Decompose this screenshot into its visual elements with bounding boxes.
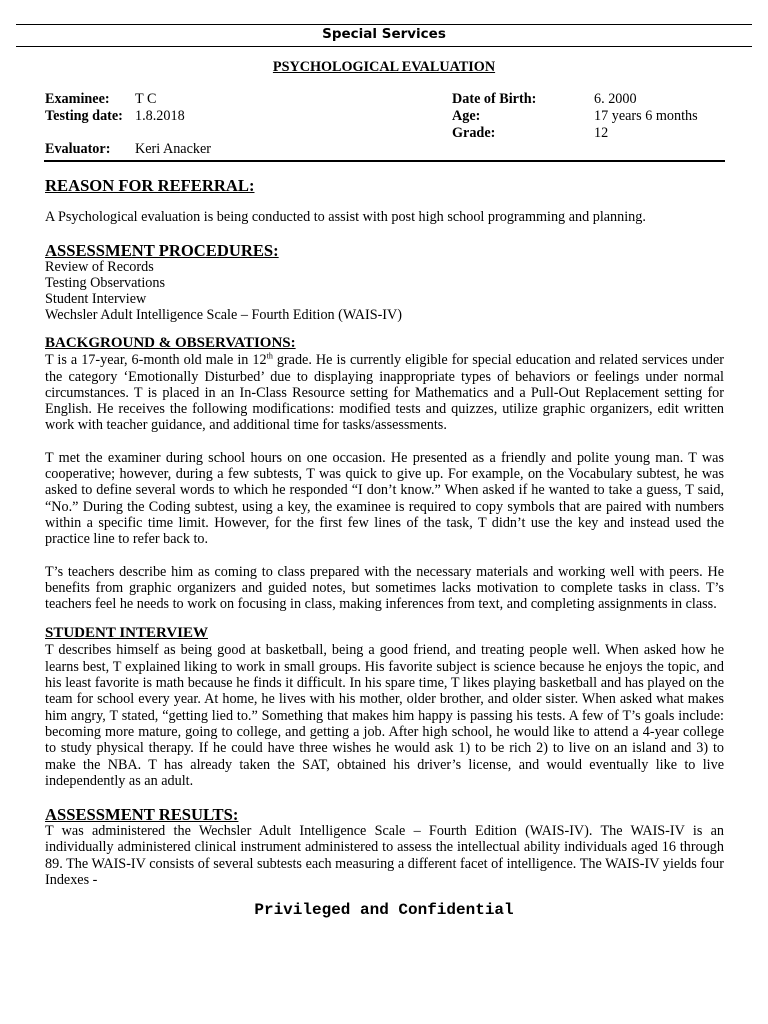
referral-heading: REASON FOR REFERRAL:	[45, 176, 255, 195]
background-p1-start: T is a 17-year, 6-month old male in 12	[45, 352, 267, 369]
dob-value-block	[594, 91, 698, 142]
examinee-label: Examinee:	[45, 91, 110, 107]
dob-label: Date of Birth:	[452, 91, 537, 107]
report-body	[45, 177, 724, 888]
grade-value: 12	[594, 125, 609, 141]
procedure-item: Student Interview	[45, 291, 147, 308]
confidential-footer: Privileged and Confidential	[254, 901, 514, 919]
background-paragraph-3: T’s teachers describe him as coming to class prepared with the necessary materials and working well with peers. He benefits from graphic organizers and guided notes, but sometimes lacks motivation to complete tasks in class. T’s teachers feel he needs to work on focusing in class, making inferences from text, and completing assignments in class.	[45, 563, 724, 613]
background-heading: BACKGROUND & OBSERVATIONS:	[45, 335, 296, 352]
header-bottom-rule	[16, 46, 752, 47]
evaluator-value: Keri Anacker	[135, 141, 212, 157]
examinee-value: T C	[135, 91, 157, 107]
testing-date-value: 1.8.2018	[135, 108, 185, 124]
info-divider	[44, 160, 725, 162]
procedure-item: Wechsler Adult Intelligence Scale – Fourth Edition (WAIS-IV)	[45, 307, 402, 324]
age-value: 17 years 6 months	[594, 108, 698, 124]
age-label: Age:	[452, 108, 481, 124]
background-paragraph-2: T met the examiner during school hours on one occasion. He presented as a friendly and polite young man. T was cooperative; however, during a few subtests, T was quick to give up. For example, on the Vocabulary subtest, he was asked to define several words to which he responded “I don’t know.” When asked if he wanted to take a guess, T said, “No.” During the Coding subtest, using a key, the examinee is required to copy symbols that are paired with numbers within a specific time limit. However, for the first few lines of the task, T didn’t use the key and instead used the practice line to refer back to.	[45, 449, 724, 548]
procedure-item: Testing Observations	[45, 275, 165, 292]
examinee-value-block	[135, 91, 185, 125]
procedure-item: Review of Records	[45, 259, 154, 276]
header-top-rule	[16, 24, 752, 25]
dob-label-block	[452, 91, 536, 142]
examinee-label-block	[45, 91, 123, 125]
interview-paragraph: T describes himself as being good at basketball, being a good friend, and treating people well. When asked how he learns best, T explained liking to work in small groups. His favorite subject is science because he enjoys the topic, and his least favorite is math because he finds it difficult. In his spare time, T likes playing basketball and has played on the team for school every year. At home, he lives with his mother, older brother, and older sister. When asked what makes him angry, T stated, “getting lied to.” Something that makes him happy is passing his tests. A few of T’s goals include: becoming more mature, going to college, and getting a job. After high school, he would like to attend a 4-year college to study physical therapy. If he could have three wishes he would ask 1) to be rich 2) to live on an island and 3) to make the NBA. T has already taken the SAT, obtained his driver’s license, and would eventually like to live independently as an adult.	[45, 642, 724, 789]
grade-label: Grade:	[452, 125, 496, 141]
dob-value: 6. 2000	[594, 91, 637, 107]
results-heading: ASSESSMENT RESULTS:	[45, 805, 239, 825]
evaluator-label: Evaluator:	[45, 141, 111, 157]
procedures-heading: ASSESSMENT PROCEDURES:	[45, 241, 279, 261]
background-p1-rest: grade. He is currently eligible for special education and related services under the category ‘Emotionally Disturbed’ due to displaying inappropriate types of behaviors or feelings under normal circumstances. T is placed in an In-Class Resource setting for Mathematics and a Pull-Out Replacement setting for English. He receives the following modifications: modified tests and quizzes, utilize graphic organizers, edit written work with teacher guidance, and additional time for tasks/assessments.	[45, 352, 724, 434]
procedures-list	[45, 259, 724, 323]
ordinal-suffix: th	[266, 351, 273, 361]
department-header: Special Services	[322, 26, 446, 42]
results-paragraph: T was administered the Wechsler Adult Intelligence Scale – Fourth Edition (WAIS-IV). The WAIS-IV is an individually administered clinical instrument administered to assess the intellectual ability individuals aged 16 through 89. The WAIS-IV consists of several subtests each measuring a different facet of intelligence. The WAIS-IV yields four Indexes -	[45, 823, 724, 889]
interview-heading: STUDENT INTERVIEW	[45, 625, 208, 642]
background-paragraph-1	[45, 352, 724, 433]
testing-date-label: Testing date:	[45, 108, 123, 124]
document-title: PSYCHOLOGICAL EVALUATION	[272, 59, 496, 75]
referral-text: A Psychological evaluation is being conducted to assist with post high school programming and planning.	[45, 209, 646, 225]
